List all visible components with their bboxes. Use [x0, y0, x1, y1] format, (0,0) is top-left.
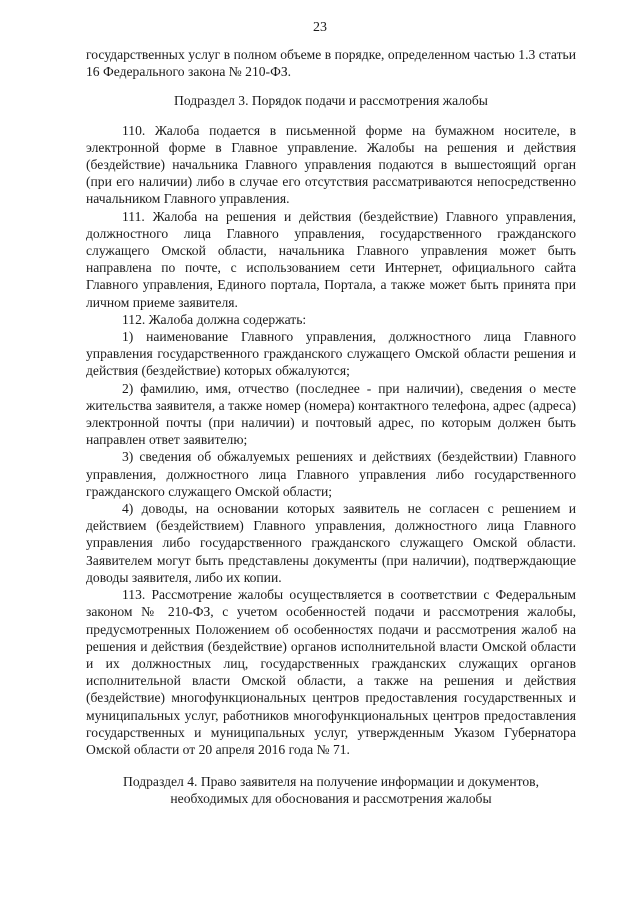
paragraph-111: 111. Жалоба на решения и действия (бездействие) Главного управления, должностного лица Главного управления, государственного гражданского служащего Омской области, начальника Главного управления может быть направлена по почте, с использованием сети Интернет, официального сайта Главного управления, Единого портала, Портала, а также может быть принята при личном приеме заявителя.: [86, 208, 576, 310]
list-item-4: 4) доводы, на основании которых заявитель не согласен с решением и действием (бездействием) Главного управления, должностного лица Главного управления либо государственного гражданского служащего Омской области. Заявителем могут быть представлены документы (при наличии), подтверждающие доводы заявителя, либо их копии.: [86, 501, 576, 585]
paragraph-112: 112. Жалоба должна содержать:: [122, 311, 307, 327]
list-item-1: 1) наименование Главного управления, должностного лица Главного управления государственного гражданского служащего Омской области решения и действия (бездействие) которых обжалуются;: [86, 329, 576, 379]
paragraph-continuation: государственных услуг в полном объеме в порядке, определенном частью 1.3 статьи 16 Федерального закона № 210-ФЗ.: [86, 47, 576, 80]
list-item-3: 3) сведения об обжалуемых решениях и действиях (бездействии) Главного управления, должностного лица Главного управления либо государственного гражданского служащего Омской области;: [86, 449, 576, 499]
document-body: [86, 46, 576, 808]
paragraph-113: 113. Рассмотрение жалобы осуществляется в соответствии с Федеральным законом № 210-ФЗ, с учетом особенностей подачи и рассмотрения жалобы, предусмотренных Положением об особенностях подачи и рассмотрения жалоб на решения и действия (бездействие) органов исполнительной власти Омской области и их должностных лиц, государственных гражданских служащих органов исполнительной власти Омской области, а также на решения и действия (бездействие) многофункциональных центров предоставления государственных и муниципальных услуг, работников многофункциональных центров предоставления государственных и муниципальных услуг, утвержденным Указом Губернатора Омской области от 20 апреля 2016 года № 71.: [86, 587, 576, 757]
page-number: 23: [313, 20, 327, 35]
subsection-heading-4: Подраздел 4. Право заявителя на получение информации и документов, необходимых для обоснования и рассмотрения жалобы: [123, 774, 539, 807]
subsection-heading-3: Подраздел 3. Порядок подачи и рассмотрения жалобы: [174, 93, 488, 109]
list-item-2: 2) фамилию, имя, отчество (последнее - при наличии), сведения о месте жительства заявителя, а также номер (номера) контактного телефона, адрес (адреса) электронной почты (при наличии) и почтовый адрес, по которым должен быть направлен ответ заявителю;: [86, 380, 576, 448]
paragraph-110: 110. Жалоба подается в письменной форме на бумажном носителе, в электронной форме в Главное управление. Жалобы на решения и действия (бездействие) начальника Главного управления подаются в вышестоящий орган (при его наличии) либо в случае его отсутствия рассматриваются непосредственно начальником Главного управления.: [86, 122, 576, 207]
